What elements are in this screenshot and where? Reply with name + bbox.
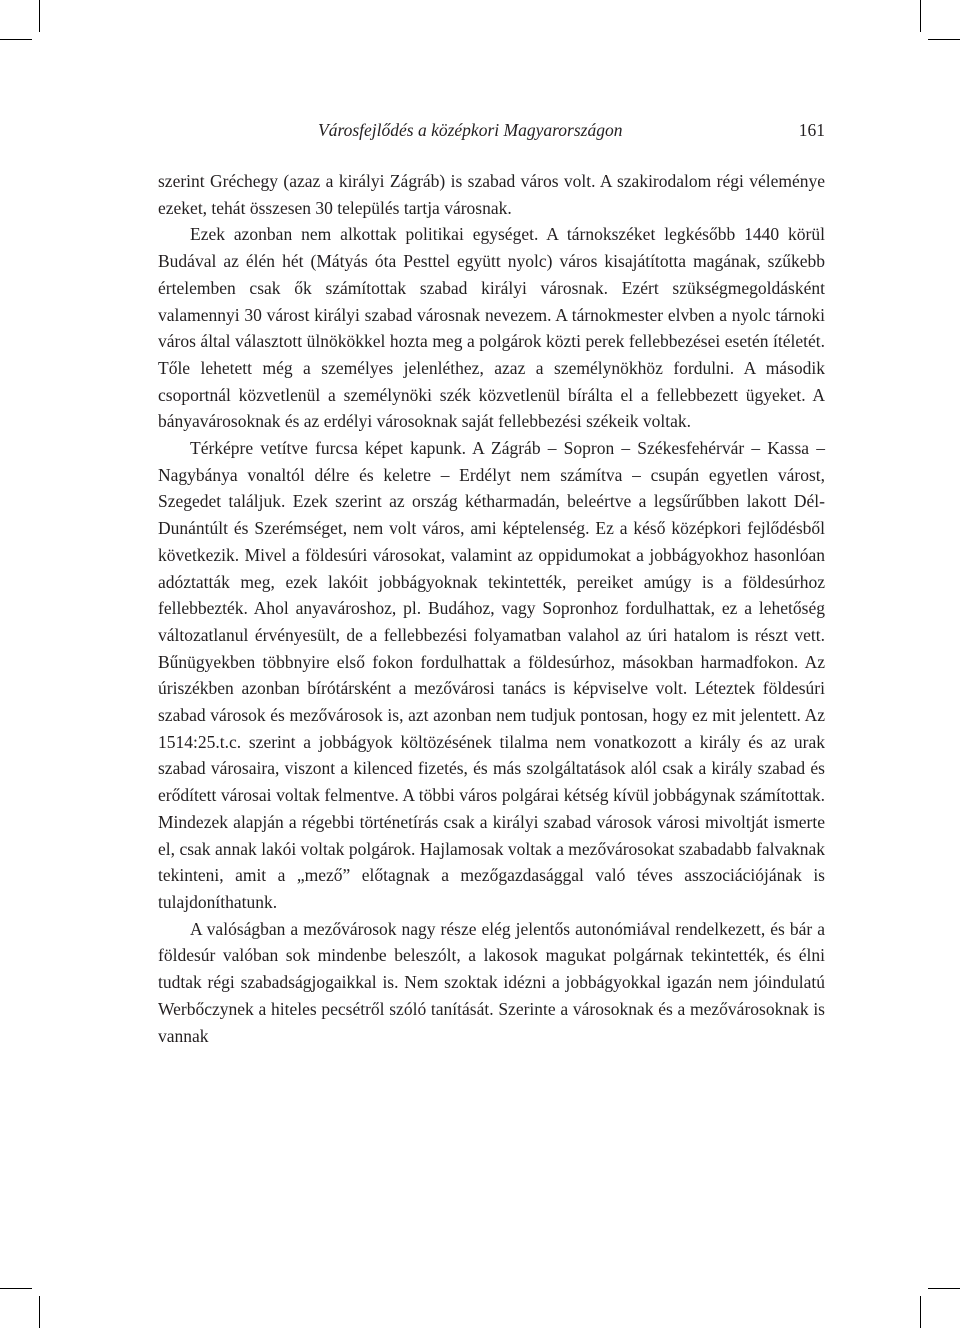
paragraph: Ezek azonban nem alkottak politikai egységet. A tárnokszéket legkésőbb 1440 körül Budával az élén hét (Mátyás óta Pesttel együtt nyolc) város kisajátította magának, szűkebb értelemben csak ők számítottak szabad királyi városnak. Ezért szükségmegoldásként valamennyi 30 várost királyi szabad városnak nevezem. A tárnokmester elvben a nyolc tárnoki város által választott ülnökökkel hozta meg a polgárok közti perek fellebbezései esetén ítéletét. Tőle lehetett még a személyes jelenléthez, azaz a személynökhöz fordulni. A második csoportnál közvetlenül a személynöki szék közvetlenül bírálta el a fellebbezett ügyeket. A bányavárosoknak és az erdélyi városoknak saját fellebbezési székeik voltak. [158, 224, 825, 432]
body-text [158, 168, 825, 1049]
paragraph: A valóságban a mezővárosok nagy része elég jelentős autonómiával rendelkezett, és bár a földesúr valóban sok mindenbe beleszólt, a lakosok magukat polgárnak tekintették, és élni tudtak régi szabadságjogaikkal is. Nem szoktak idézni a jobbágyokkal igazán nem jóindulatú Werbőczynek a hiteles pecsétről szóló tanítását. Szerinte a városoknak és a mezővárosoknak is vannak [158, 918, 825, 1046]
paragraph: Térképre vetítve furcsa képet kapunk. A Zágráb – Sopron – Székesfehérvár – Kassa – Nagybánya vonaltól délre és keletre – Erdélyt nem számítva – csupán egyetlen várost, Szegedet találjuk. Ezek szerint az ország kétharmadán, beleértve a legsűrűbben lakott Dél-Dunántúlt és Szerémséget, nem volt város, ami képtelenség. Ez a késő középkori fejlődésből következik. Mivel a földesúri városokat, valamint az oppidumokat a jobbágyokhoz hasonlóan adóztatták meg, ezek lakóit jobbágyoknak tekintették, pereiket amúgy is a földesúrhoz fellebbezték. Ahol anyavároshoz, pl. Budához, vagy Sopronhoz fordulhattak, ez a lehetőség változatlanul érvényesült, de a fellebbezési folyamatban valahol az úri hatalom is részt vett. Bűnügyekben többnyire első fokon fordulhattak a földesúrhoz, másokban harmadfokon. Az úriszékben azonban bírótársként a mezővárosi tanács is képviselve volt. Léteztek földesúri szabad városok és mezővárosok is, azt azonban nem tudjuk pontosan, hogy ez mit jelentett. Az 1514:25.t.c. szerint a jobbágyok költözésének tilalma nem vonatkozott a király és az urak szabad városaira, viszont a kilenced fizetés, és más szolgáltatások alól csak a király szabad és erődített városai voltak felmentve. A többi város polgárai kétség kívül jobbágynak számítottak. Mindezek alapján a régebbi történetírás csak a királyi szabad városok városi mivoltját ismerte el, csak annak lakói voltak polgárok. Hajlamosak voltak a mezővárosokat szabadabb falvaknak tekinteni, amit a „mező” előtagnak a mezőgazdasággal való téves asszociációjának is tulajdoníthatunk. [158, 438, 825, 912]
crop-mark-bottom-left-horizontal [0, 1288, 32, 1289]
crop-mark-top-left-horizontal [0, 39, 32, 40]
crop-mark-top-left [39, 0, 40, 32]
crop-mark-bottom-left [39, 1296, 40, 1328]
running-header [158, 118, 825, 142]
crop-mark-bottom-right-horizontal [928, 1288, 960, 1289]
crop-mark-top-right-horizontal [928, 39, 960, 40]
page-number: 161 [798, 120, 825, 140]
crop-mark-top-right [920, 0, 921, 32]
paragraph-continued: szerint Gréchegy (azaz a királyi Zágráb) is szabad város volt. A szakirodalom régi véleménye ezeket, tehát összesen 30 település tartja városnak. [158, 171, 825, 218]
running-header-title: Városfejlődés a középkori Magyarországon [318, 120, 623, 140]
crop-mark-bottom-right [920, 1296, 921, 1328]
